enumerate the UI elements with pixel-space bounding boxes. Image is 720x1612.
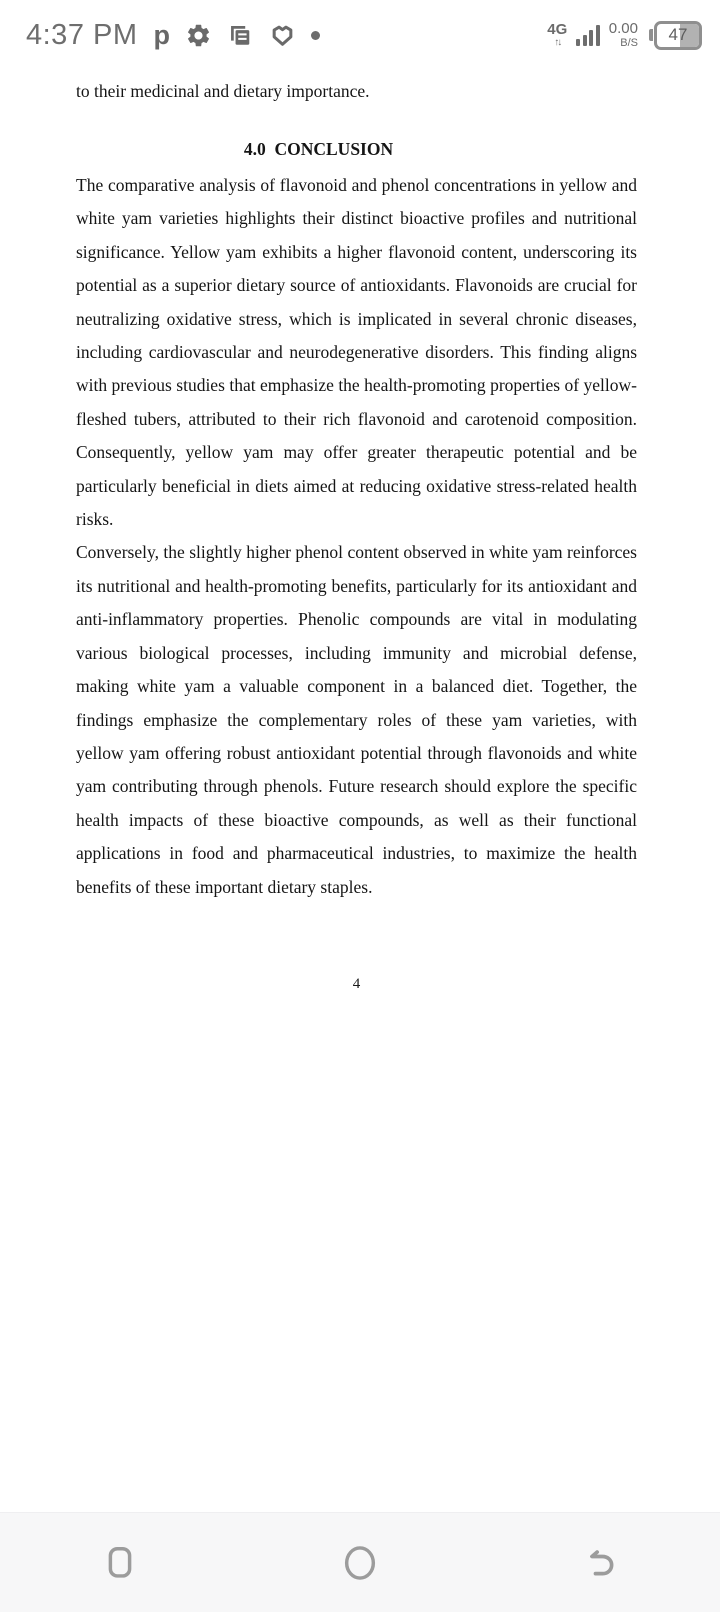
paragraph-1: The comparative analysis of flavonoid and phenol concentrations in yellow and white yam varieties highlights their distinct bioactive profiles and nutritional significance. Yellow yam exhibits a higher flavonoid content, underscoring its potential as a superior dietary source of antioxidants. Flavonoids are crucial for neutralizing oxidative stress, which is implicated in several chronic diseases, including cardiovascular and neurodegenerative disorders. This finding aligns with previous studies that emphasize the health-promoting properties of yellow-fleshed tubers, attributed to their rich flavonoid and carotenoid composition. Consequently, yellow yam may offer greater therapeutic potential and be particularly beneficial in diets aimed at reducing oxidative stress-related health risks. <box>76 175 637 530</box>
battery-nub <box>649 29 653 41</box>
document-page[interactable] <box>0 70 720 993</box>
network-type-indicator: 4G ↑↓ <box>547 21 568 48</box>
battery-icon <box>649 21 702 50</box>
recents-icon <box>104 1545 136 1581</box>
recents-button[interactable] <box>0 1513 240 1612</box>
shield-icon <box>269 22 296 49</box>
android-nav-bar <box>0 1512 720 1612</box>
battery-body <box>654 21 702 50</box>
status-right-cluster <box>547 21 702 50</box>
lead-line: to their medicinal and dietary importance. <box>76 81 370 101</box>
page-number: 4 <box>352 975 361 992</box>
data-rate-indicator: 0.00 B/S <box>608 20 638 49</box>
signal-strength-icon <box>576 24 600 46</box>
back-icon <box>583 1546 617 1580</box>
home-icon <box>344 1545 376 1581</box>
section-heading: 4.0 CONCLUSION <box>243 139 394 159</box>
paragraph-2: Conversely, the slightly higher phenol content observed in white yam reinforces its nutritional and health-promoting benefits, particularly for its antioxidant and anti-inflammatory properties. Phenolic compounds are vital in modulating various biological processes, including immunity and microbial defense, making white yam a valuable component in a balanced diet. Together, the findings emphasize the complementary roles of these yam varieties, with yellow yam offering robust antioxidant potential through flavonoids and white yam contributing through phenols. Future research should explore the specific health impacts of these bioactive compounds, as well as their functional applications in food and pharmaceutical industries, to maximize the health benefits of these important dietary staples. <box>76 542 637 897</box>
back-button[interactable] <box>480 1513 720 1612</box>
home-button[interactable] <box>240 1513 480 1612</box>
notes-copy-icon <box>227 22 254 49</box>
clock: 4:37 PM <box>26 18 138 51</box>
p-app-icon: p <box>153 19 170 50</box>
status-bar <box>0 0 720 70</box>
notification-icons <box>153 19 321 50</box>
battery-percent: 47 <box>668 25 688 44</box>
data-transfer-arrows-icon: ↑↓ <box>554 37 561 48</box>
notification-dot-icon <box>311 31 320 40</box>
gear-icon <box>185 22 212 49</box>
